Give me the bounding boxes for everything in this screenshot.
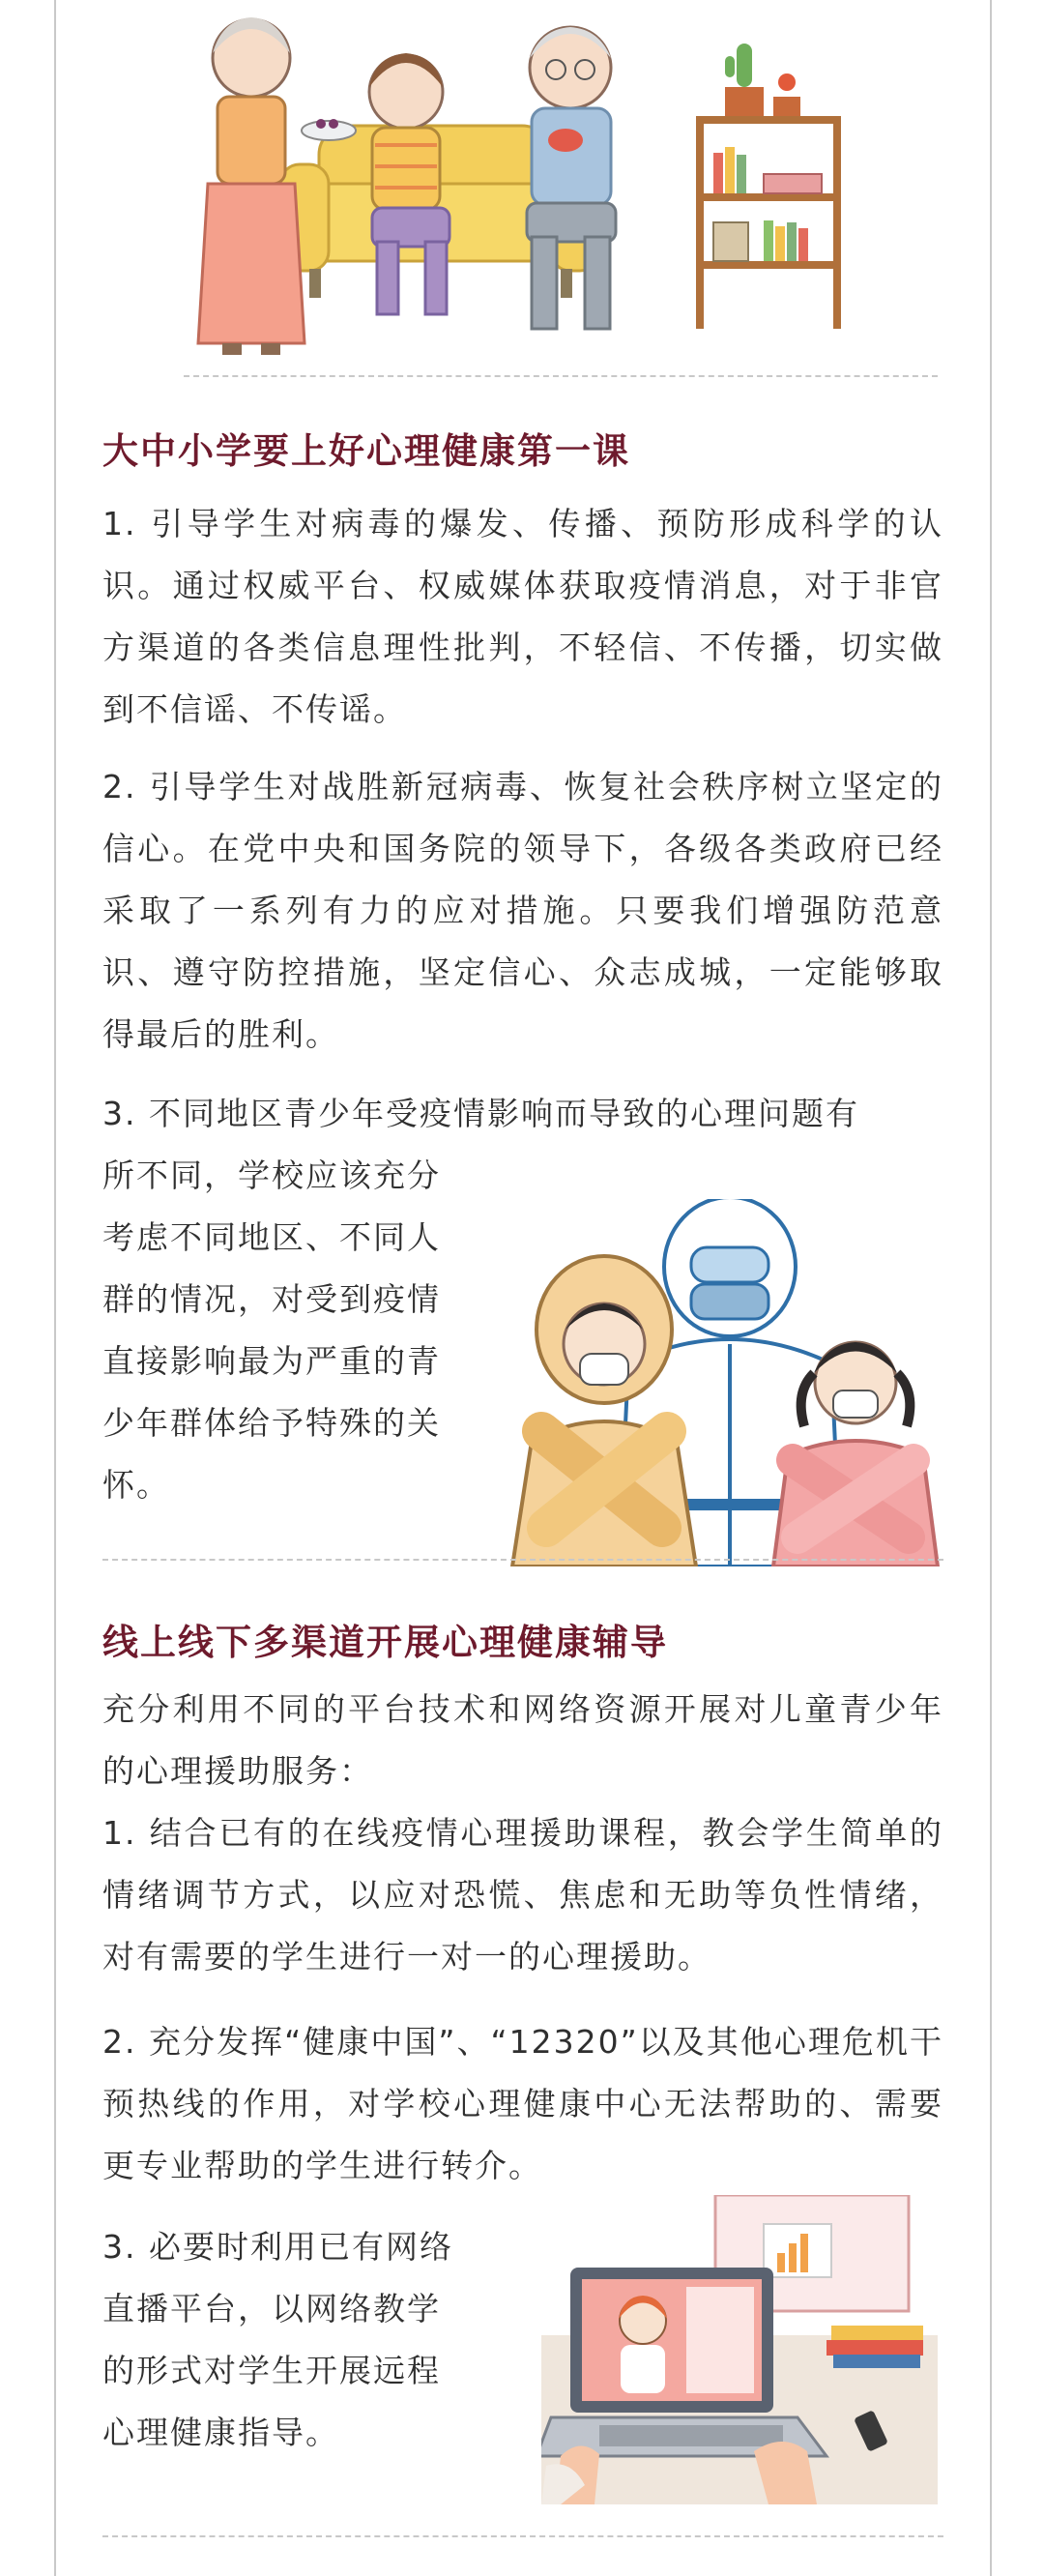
section-heading-online-offline: 线上线下多渠道开展心理健康辅导 bbox=[102, 1622, 668, 1663]
paragraph-s2-item-3: 3. 必要时利用已有网络直播平台，以网络教学的形式对学生开展远程心理健康指导。 bbox=[102, 2228, 453, 2451]
family-sofa-illustration bbox=[184, 0, 880, 367]
section-heading-first-lesson: 大中小学要上好心理健康第一课 bbox=[102, 430, 630, 472]
paragraph-item-2: 2. 引导学生对战胜新冠病毒、恢复社会秩序树立坚定的信心。在党中央和国务院的领导下，各级各类政府已经采取了一系列有力的应对措施。只要我们增强防范意识、遵守防控措施，坚定信心、众志成城，一定能够取得最后的胜利。 bbox=[102, 768, 943, 1053]
divider-line-bottom bbox=[102, 2535, 943, 2537]
paragraph-item-3-first-line: 3. 不同地区青少年受疫情影响而导致的心理问题有 bbox=[102, 1095, 859, 1132]
divider-line-middle bbox=[102, 1559, 943, 1561]
paragraph-s2-item-2: 2. 充分发挥“健康中国”、“12320”以及其他心理危机干预热线的作用，对学校心理健康中心无法帮助的、需要更专业帮助的学生进行转介。 bbox=[102, 2023, 943, 2184]
paragraph-item-1: 1. 引导学生对病毒的爆发、传播、预防形成科学的认识。通过权威平台、权威媒体获取疫情消息，对于非官方渠道的各类信息理性批判，不轻信、不传播，切实做到不信谣、不传谣。 bbox=[102, 505, 943, 728]
divider-line-top bbox=[184, 375, 938, 377]
paragraph-s2-item-1: 1. 结合已有的在线疫情心理援助课程，教会学生简单的情绪调节方式，以应对恐慌、焦虑和无助等负性情绪，对有需要的学生进行一对一的心理援助。 bbox=[102, 1814, 943, 1976]
left-frame-line bbox=[54, 0, 56, 2576]
paragraph-item-3-rest: 所不同，学校应该充分考虑不同地区、不同人群的情况，对受到疫情直接影响最为严重的青少年群体给予特殊的关怀。 bbox=[102, 1156, 441, 1504]
masked-people-illustration bbox=[483, 1199, 947, 1566]
right-frame-line bbox=[990, 0, 992, 2576]
laptop-online-class-illustration bbox=[541, 2195, 938, 2504]
paragraph-intro: 充分利用不同的平台技术和网络资源开展对儿童青少年的心理援助服务： bbox=[102, 1690, 943, 1790]
